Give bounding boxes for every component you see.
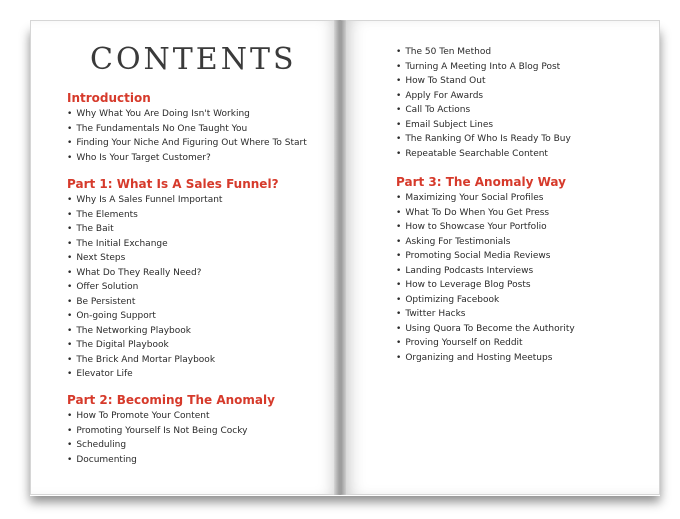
toc-entry: • Repeatable Searchable Content: [396, 147, 571, 162]
section-item-list: [396, 191, 575, 365]
toc-entry: • Call To Actions: [396, 103, 571, 118]
book-gutter: [334, 20, 346, 495]
toc-entry: • The Digital Playbook: [67, 338, 279, 353]
toc-entry: • Turning A Meeting Into A Blog Post: [396, 60, 571, 75]
section-part-1: [67, 177, 279, 382]
toc-entry: • Finding Your Niche And Figuring Out Where To Start: [67, 136, 307, 151]
section-item-list: [67, 409, 275, 467]
toc-entry: • Optimizing Facebook: [396, 293, 575, 308]
page-title: CONTENTS: [90, 42, 297, 77]
toc-entry: • How to Showcase Your Portfolio: [396, 220, 575, 235]
toc-entry: • The Ranking Of Who Is Ready To Buy: [396, 132, 571, 147]
toc-entry: • Promoting Yourself Is Not Being Cocky: [67, 424, 275, 439]
toc-entry: • Promoting Social Media Reviews: [396, 249, 575, 264]
section-part-3: [396, 175, 575, 365]
section-item-list: [396, 45, 571, 161]
section-heading: Part 1: What Is A Sales Funnel?: [67, 177, 279, 191]
toc-entry: • Next Steps: [67, 251, 279, 266]
section-item-list: [67, 107, 307, 165]
toc-entry: • The Initial Exchange: [67, 237, 279, 252]
toc-entry: • What Do They Really Need?: [67, 266, 279, 281]
toc-entry: • Landing Podcasts Interviews: [396, 264, 575, 279]
toc-entry: • The Networking Playbook: [67, 324, 279, 339]
toc-entry: • Proving Yourself on Reddit: [396, 336, 575, 351]
toc-entry: • Organizing and Hosting Meetups: [396, 351, 575, 366]
toc-entry: • What To Do When You Get Press: [396, 206, 575, 221]
toc-entry: • Be Persistent: [67, 295, 279, 310]
section-heading: Part 2: Becoming The Anomaly: [67, 393, 275, 407]
section-heading: Part 3: The Anomaly Way: [396, 175, 566, 189]
toc-entry: • How to Leverage Blog Posts: [396, 278, 575, 293]
toc-entry: • Documenting: [67, 453, 275, 468]
toc-entry: • The 50 Ten Method: [396, 45, 571, 60]
section-heading: Introduction: [67, 91, 151, 105]
toc-entry: • The Brick And Mortar Playbook: [67, 353, 279, 368]
toc-entry: • Email Subject Lines: [396, 118, 571, 133]
toc-entry: • How To Promote Your Content: [67, 409, 275, 424]
toc-entry: • How To Stand Out: [396, 74, 571, 89]
toc-entry: • Twitter Hacks: [396, 307, 575, 322]
section-part-2: [67, 393, 275, 467]
toc-entry: • Apply For Awards: [396, 89, 571, 104]
section-introduction: [67, 91, 307, 165]
toc-entry: • The Fundamentals No One Taught You: [67, 122, 307, 137]
toc-entry: • On-going Support: [67, 309, 279, 324]
toc-entry: • Who Is Your Target Customer?: [67, 151, 307, 166]
toc-entry: • Elevator Life: [67, 367, 279, 382]
section-item-list: [67, 193, 279, 382]
toc-entry: • Maximizing Your Social Profiles: [396, 191, 575, 206]
toc-entry: • Asking For Testimonials: [396, 235, 575, 250]
toc-entry: • The Elements: [67, 208, 279, 223]
toc-entry: • Why Is A Sales Funnel Important: [67, 193, 279, 208]
toc-entry: • Offer Solution: [67, 280, 279, 295]
toc-entry: • The Bait: [67, 222, 279, 237]
toc-entry: • Scheduling: [67, 438, 275, 453]
toc-entry: • Why What You Are Doing Isn't Working: [67, 107, 307, 122]
toc-entry: • Using Quora To Become the Authority: [396, 322, 575, 337]
section-part-2-continued: [396, 45, 571, 161]
